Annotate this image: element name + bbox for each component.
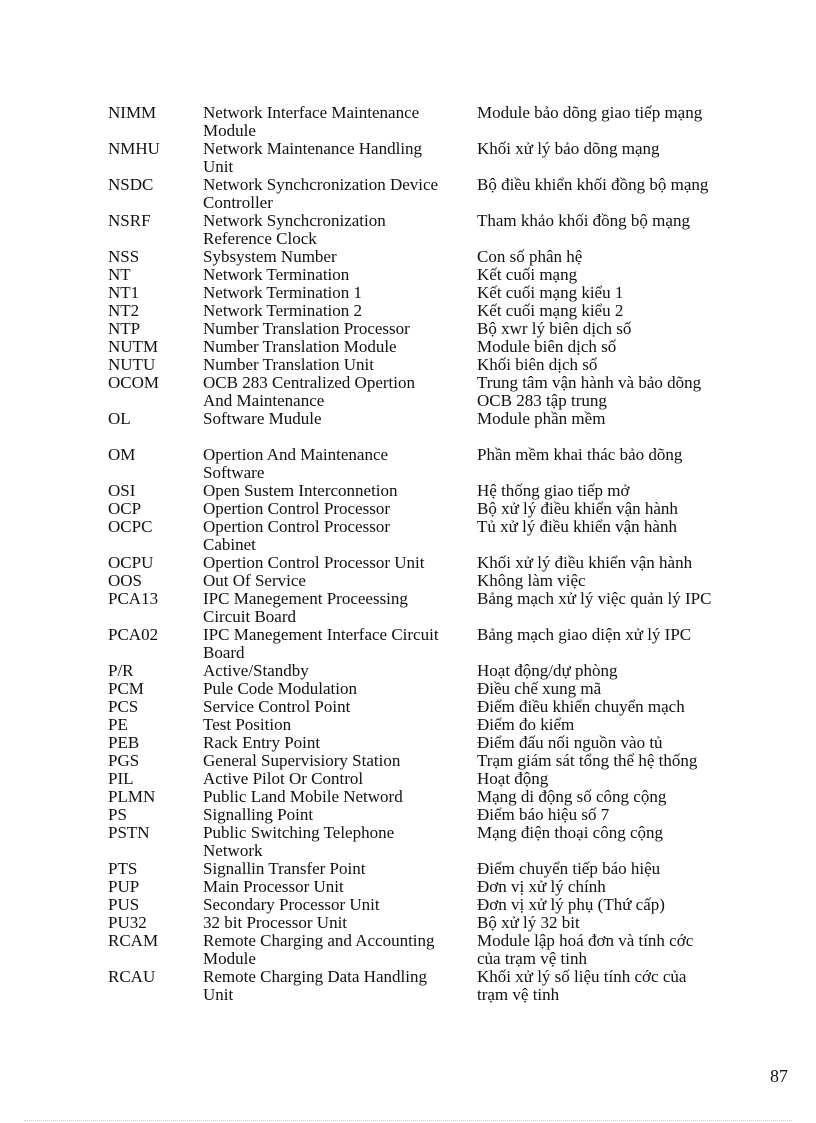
vietnamese-term: Mạng di động số công cộng xyxy=(477,787,667,806)
abbreviation: OCOM xyxy=(108,373,160,392)
vietnamese-term: Khối xử lý điều khiển vận hành xyxy=(477,553,693,572)
glossary-row xyxy=(108,824,748,842)
abbreviation: PCS xyxy=(108,697,139,716)
abbreviation: PEB xyxy=(108,733,140,752)
vietnamese-term: Module phần mềm xyxy=(477,409,606,428)
glossary-row xyxy=(108,194,748,212)
abbreviation: OL xyxy=(108,409,131,428)
vietnamese-term: Đơn vị xử lý phụ (Thứ cấp) xyxy=(477,895,665,914)
english-term: Active Pilot Or Control xyxy=(203,769,364,788)
english-term: Secondary Processor Unit xyxy=(203,895,380,914)
abbreviation: PE xyxy=(108,715,128,734)
glossary-row xyxy=(108,446,748,464)
glossary-row xyxy=(108,986,748,1004)
abbreviation: NUTM xyxy=(108,337,159,356)
abbreviation: OSI xyxy=(108,481,136,500)
abbreviation: RCAU xyxy=(108,967,156,986)
vietnamese-term: OCB 283 tập trung xyxy=(477,391,607,410)
glossary-row xyxy=(108,320,748,338)
glossary-row xyxy=(108,896,748,914)
abbreviation xyxy=(108,158,203,176)
vietnamese-term: Trạm giám sát tổng thể hệ thống xyxy=(477,751,698,770)
english-term: Public Land Mobile Netword xyxy=(203,787,403,806)
english-term: Cabinet xyxy=(203,535,256,554)
abbreviation: PUP xyxy=(108,877,140,896)
abbreviation xyxy=(108,194,203,212)
vietnamese-term: Hoạt động xyxy=(477,769,549,788)
glossary-row xyxy=(108,176,748,194)
english-term: Network xyxy=(203,841,263,860)
vietnamese-term: Điểm chuyển tiếp báo hiệu xyxy=(477,859,661,878)
abbreviation: NSDC xyxy=(108,175,154,194)
glossary-row xyxy=(108,662,748,680)
vietnamese-term: Bộ xwr lý biên dịch số xyxy=(477,319,632,338)
glossary-row xyxy=(108,806,748,824)
abbreviation: NT1 xyxy=(108,283,140,302)
glossary-row xyxy=(108,104,748,122)
abbreviation: NIMM xyxy=(108,103,157,122)
english-term: Remote Charging and Accounting xyxy=(203,931,435,950)
abbreviation: RCAM xyxy=(108,931,159,950)
vietnamese-term: Bộ xử lý điều khiển vận hành xyxy=(477,499,678,518)
english-term: Opertion And Maintenance xyxy=(203,445,389,464)
english-term: Network Interface Maintenance xyxy=(203,103,420,122)
english-term: Reference Clock xyxy=(203,229,317,248)
abbreviation: NT2 xyxy=(108,301,140,320)
abbreviation: NUTU xyxy=(108,355,156,374)
english-term: Network Maintenance Handling xyxy=(203,139,423,158)
glossary-row xyxy=(108,266,748,284)
vietnamese-term: Tham khảo khối đồng bộ mạng xyxy=(477,211,690,230)
abbreviation: OM xyxy=(108,445,136,464)
glossary-row xyxy=(108,626,748,644)
english-term: Network Synchcronization Device xyxy=(203,175,439,194)
glossary-row xyxy=(108,500,748,518)
english-term: 32 bit Processor Unit xyxy=(203,913,348,932)
english-term: Unit xyxy=(203,157,234,176)
abbreviation: NT xyxy=(108,265,131,284)
vietnamese-term: Module lập hoá đơn và tính cớc xyxy=(477,931,694,950)
glossary-row xyxy=(108,590,748,608)
vietnamese-term: Bộ xử lý 32 bit xyxy=(477,913,580,932)
english-term: Out Of Service xyxy=(203,571,306,590)
vietnamese-term: Hoạt động/dự phòng xyxy=(477,661,618,680)
page-number: 87 xyxy=(770,1066,788,1086)
glossary-row xyxy=(108,536,748,554)
english-term: Active/Standby xyxy=(203,661,309,680)
abbreviation: PCM xyxy=(108,679,144,698)
vietnamese-term: Khối xử lý bảo dõng mạng xyxy=(477,139,660,158)
vietnamese-term: Bảng mạch xử lý việc quản lý IPC xyxy=(477,589,712,608)
english-term: Number Translation Unit xyxy=(203,355,374,374)
vietnamese-term: Điểm đo kiểm xyxy=(477,715,575,734)
english-term: Number Translation Processor xyxy=(203,319,410,338)
abbreviation xyxy=(108,950,203,968)
glossary-row xyxy=(108,554,748,572)
vietnamese-term: Điều chế xung mã xyxy=(477,679,602,698)
glossary-row xyxy=(108,356,748,374)
vietnamese-term: Hệ thống giao tiếp mở xyxy=(477,481,630,500)
abbreviation: OCPU xyxy=(108,553,154,572)
glossary-row xyxy=(108,572,748,590)
vietnamese-term: trạm vệ tinh xyxy=(477,985,560,1004)
glossary-row xyxy=(108,302,748,320)
english-term: Remote Charging Data Handling xyxy=(203,967,427,986)
english-term: Network Termination 1 xyxy=(203,283,363,302)
vietnamese-term: Phần mềm khai thác bảo dõng xyxy=(477,445,683,464)
english-term: Open Sustem Interconnetion xyxy=(203,481,398,500)
english-term: Software Mudule xyxy=(203,409,322,428)
vietnamese-term xyxy=(477,464,748,482)
english-term: IPC Manegement Proceessing xyxy=(203,589,408,608)
vietnamese-term xyxy=(477,608,748,626)
english-term: Unit xyxy=(203,985,234,1004)
english-term: Module xyxy=(203,949,256,968)
vietnamese-term: Module bảo dõng giao tiếp mạng xyxy=(477,103,703,122)
english-term: Network Termination xyxy=(203,265,350,284)
abbreviation: NMHU xyxy=(108,139,160,158)
english-term: OCB 283 Centralized Opertion xyxy=(203,373,415,392)
abbreviation xyxy=(108,608,203,626)
vietnamese-term: Tủ xử lý điều khiển vận hành xyxy=(477,517,677,536)
spacer xyxy=(108,428,748,446)
glossary-row xyxy=(108,248,748,266)
abbreviation: NTP xyxy=(108,319,141,338)
glossary-row xyxy=(108,392,748,410)
vietnamese-term xyxy=(477,644,748,662)
english-term: Service Control Point xyxy=(203,697,351,716)
glossary-row xyxy=(108,464,748,482)
abbreviation xyxy=(108,644,203,662)
vietnamese-term: Bộ điều khiển khối đồng bộ mạng xyxy=(477,175,709,194)
english-term: Board xyxy=(203,643,245,662)
english-term: Network Synchcronization xyxy=(203,211,386,230)
abbreviation: PCA13 xyxy=(108,589,159,608)
glossary-row xyxy=(108,842,748,860)
glossary-row xyxy=(108,950,748,968)
abbreviation: PCA02 xyxy=(108,625,159,644)
glossary-row xyxy=(108,122,748,140)
abbreviation xyxy=(108,230,203,248)
glossary-row xyxy=(108,374,748,392)
vietnamese-term: của trạm vệ tinh xyxy=(477,949,587,968)
glossary-row xyxy=(108,338,748,356)
vietnamese-term: Mạng điện thoại công cộng xyxy=(477,823,664,842)
abbreviation xyxy=(108,842,203,860)
vietnamese-term: Không làm việc xyxy=(477,571,586,590)
english-term: Signalling Point xyxy=(203,805,314,824)
vietnamese-term: Khối biên dịch số xyxy=(477,355,598,374)
vietnamese-term: Đơn vị xử lý chính xyxy=(477,877,606,896)
glossary-row xyxy=(108,140,748,158)
abbreviation: OCPC xyxy=(108,517,153,536)
english-term: And Maintenance xyxy=(203,391,325,410)
english-term: Opertion Control Processor xyxy=(203,517,390,536)
glossary-row xyxy=(108,482,748,500)
vietnamese-term: Kết cuối mạng kiểu 2 xyxy=(477,301,624,320)
glossary-row xyxy=(108,608,748,626)
abbreviation xyxy=(108,464,203,482)
glossary-row xyxy=(108,518,748,536)
vietnamese-term: Module biên dịch số xyxy=(477,337,617,356)
vietnamese-term xyxy=(477,194,748,212)
abbreviation xyxy=(108,986,203,1004)
abbreviation: PU32 xyxy=(108,913,147,932)
english-term: Sybsystem Number xyxy=(203,247,337,266)
english-term: Controller xyxy=(203,193,273,212)
abbreviation: PIL xyxy=(108,769,134,788)
english-term: Opertion Control Processor Unit xyxy=(203,553,425,572)
vietnamese-term xyxy=(477,536,748,554)
glossary-row xyxy=(108,788,748,806)
vietnamese-term: Điểm điều khiển chuyển mạch xyxy=(477,697,685,716)
glossary-row xyxy=(108,932,748,950)
glossary-row xyxy=(108,680,748,698)
english-term: Software xyxy=(203,463,265,482)
english-term: General Supervisiory Station xyxy=(203,751,401,770)
vietnamese-term xyxy=(477,158,748,176)
glossary-row xyxy=(108,410,748,428)
english-term: Opertion Control Processor xyxy=(203,499,390,518)
abbreviation: PS xyxy=(108,805,127,824)
english-term: IPC Manegement Interface Circuit xyxy=(203,625,439,644)
english-term: Module xyxy=(203,121,256,140)
abbreviation: NSS xyxy=(108,247,140,266)
vietnamese-term: Khối xử lý số liệu tính cớc của xyxy=(477,967,687,986)
abbreviation: PGS xyxy=(108,751,140,770)
glossary-row xyxy=(108,968,748,986)
english-term: Pule Code Modulation xyxy=(203,679,357,698)
glossary-row xyxy=(108,212,748,230)
footer-rule xyxy=(24,1120,792,1121)
vietnamese-term: Kết cuối mạng kiểu 1 xyxy=(477,283,624,302)
glossary-row xyxy=(108,770,748,788)
glossary-row xyxy=(108,698,748,716)
vietnamese-term: Điểm đấu nối nguồn vào tủ xyxy=(477,733,663,752)
abbreviation: OCP xyxy=(108,499,142,518)
english-term: Signallin Transfer Point xyxy=(203,859,366,878)
glossary-row xyxy=(108,284,748,302)
vietnamese-term: Điểm báo hiệu số 7 xyxy=(477,805,610,824)
english-term: Test Position xyxy=(203,715,292,734)
vietnamese-term: Con số phân hệ xyxy=(477,247,583,266)
abbreviation: PUS xyxy=(108,895,140,914)
abbreviation xyxy=(108,122,203,140)
glossary-row xyxy=(108,158,748,176)
vietnamese-term xyxy=(477,122,748,140)
glossary-row xyxy=(108,914,748,932)
abbreviation: P/R xyxy=(108,661,134,680)
abbreviation: PTS xyxy=(108,859,138,878)
glossary-row xyxy=(108,644,748,662)
abbreviation xyxy=(108,536,203,554)
english-term: Public Switching Telephone xyxy=(203,823,395,842)
english-term: Main Processor Unit xyxy=(203,877,344,896)
vietnamese-term xyxy=(477,842,748,860)
glossary-row xyxy=(108,878,748,896)
vietnamese-term: Trung tâm vận hành và bảo dõng xyxy=(477,373,702,392)
glossary-list xyxy=(108,104,748,1004)
english-term: Rack Entry Point xyxy=(203,733,321,752)
english-term: Number Translation Module xyxy=(203,337,397,356)
glossary-row xyxy=(108,230,748,248)
abbreviation xyxy=(108,392,203,410)
english-term: Network Termination 2 xyxy=(203,301,363,320)
abbreviation: PSTN xyxy=(108,823,150,842)
glossary-row xyxy=(108,752,748,770)
english-term: Circuit Board xyxy=(203,607,297,626)
vietnamese-term: Bảng mạch giao diện xử lý IPC xyxy=(477,625,692,644)
vietnamese-term xyxy=(477,230,748,248)
glossary-row xyxy=(108,716,748,734)
abbreviation: NSRF xyxy=(108,211,151,230)
abbreviation: OOS xyxy=(108,571,143,590)
vietnamese-term: Kết cuối mạng xyxy=(477,265,578,284)
abbreviation: PLMN xyxy=(108,787,156,806)
glossary-row xyxy=(108,734,748,752)
glossary-row xyxy=(108,860,748,878)
